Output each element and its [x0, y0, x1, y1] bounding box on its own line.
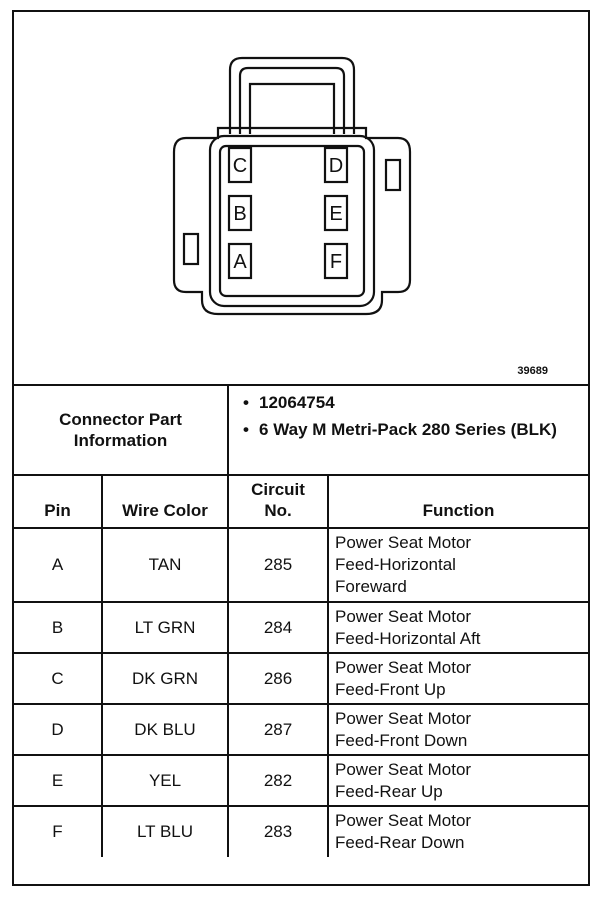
header-circuit-line2: No. [264, 501, 292, 520]
function-cell [328, 602, 588, 653]
part-info-label-line1: Connector Part [59, 410, 182, 429]
connector-table [14, 384, 588, 857]
wire-color-cell: DK BLU [102, 704, 228, 755]
wire-color-cell: LT GRN [102, 602, 228, 653]
part-info-label-line2: Information [73, 431, 168, 450]
function-cell [328, 653, 588, 704]
table-row [14, 528, 588, 602]
function-cell [328, 806, 588, 857]
diagram-frame [12, 10, 590, 886]
part-info-values [228, 385, 588, 475]
circuit-cell: 287 [228, 704, 328, 755]
table-row [14, 806, 588, 857]
part-info-row [14, 385, 588, 475]
table-row [14, 602, 588, 653]
pin-cell: E [14, 755, 102, 806]
pin-cell: C [14, 653, 102, 704]
function-line: Foreward [335, 577, 407, 596]
function-line: Power Seat Motor [335, 759, 472, 779]
left-key [184, 234, 198, 264]
wire-color-cell: LT BLU [102, 806, 228, 857]
pin-cell: A [14, 528, 102, 602]
function-cell [328, 528, 588, 602]
pin-label-d: D [328, 155, 344, 177]
part-info-label [14, 385, 228, 475]
pin-cell: B [14, 602, 102, 653]
function-line: Power Seat Motor [335, 657, 472, 677]
function-line: Feed-Horizontal Aft [335, 628, 481, 648]
table-row [14, 755, 588, 806]
function-cell [328, 704, 588, 755]
function-line: Feed-Front Down [335, 730, 468, 750]
pin-label-b: B [233, 203, 247, 225]
latch-outer [230, 58, 354, 134]
header-function: Function [328, 475, 588, 528]
table-row [14, 653, 588, 704]
circuit-cell: 284 [228, 602, 328, 653]
function-line: Power Seat Motor [335, 708, 472, 728]
header-pin: Pin [14, 475, 102, 528]
header-circuit [228, 475, 328, 528]
pin-cell: D [14, 704, 102, 755]
function-line: Power Seat Motor [335, 533, 472, 552]
wire-color-cell: YEL [102, 755, 228, 806]
header-row [14, 475, 588, 528]
pin-label-f: F [329, 251, 343, 273]
connector-type: • 6 Way M Metri-Pack 280 Series (BLK) [259, 419, 578, 440]
function-line: Power Seat Motor [335, 606, 472, 626]
figure-number: 39689 [517, 365, 548, 377]
circuit-cell: 283 [228, 806, 328, 857]
wire-color-cell: TAN [102, 528, 228, 602]
part-number: • 12064754 [259, 392, 578, 413]
header-wire-color: Wire Color [102, 475, 228, 528]
function-line: Feed-Rear Down [335, 833, 465, 852]
latch-inner [240, 68, 344, 134]
function-line: Power Seat Motor [335, 811, 472, 830]
circuit-cell: 286 [228, 653, 328, 704]
function-line: Feed-Rear Up [335, 781, 443, 801]
table-row [14, 704, 588, 755]
latch-window [250, 84, 334, 134]
circuit-cell: 282 [228, 755, 328, 806]
function-cell [328, 755, 588, 806]
circuit-cell: 285 [228, 528, 328, 602]
pin-label-a: A [233, 251, 247, 273]
pin-cell: F [14, 806, 102, 857]
function-line: Feed-Front Up [335, 679, 446, 699]
function-line: Feed-Horizontal [335, 555, 456, 574]
right-key [386, 160, 400, 190]
header-circuit-line1: Circuit [251, 480, 305, 499]
pin-label-e: E [329, 203, 343, 225]
wire-color-cell: DK GRN [102, 653, 228, 704]
connector-drawing [14, 12, 588, 384]
pin-label-c: C [232, 155, 248, 177]
